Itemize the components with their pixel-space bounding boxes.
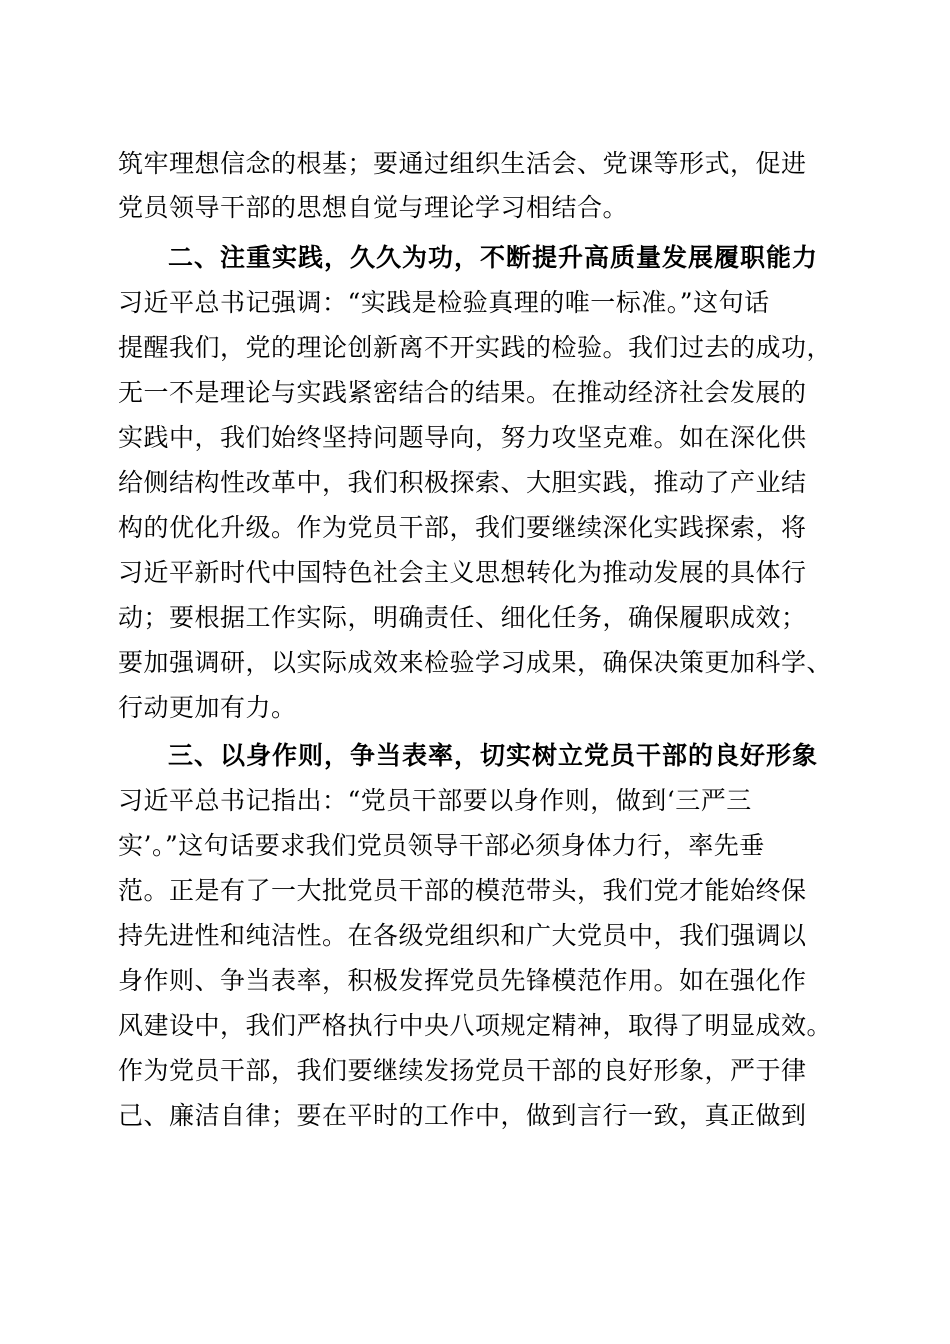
section2-heading: 二、注重实践，久久为功，不断提升高质量发展履职能力 — [168, 243, 819, 272]
section2-line-6: 构的优化升级。作为党员干部，我们要继续深化实践探索，将 — [118, 513, 807, 542]
section2-line-8: 动；要根据工作实际，明确责任、细化任务，确保履职成效； — [118, 603, 807, 632]
section2-line-1: 习近平总书记强调：“实践是检验真理的唯一标准。”这句话 — [118, 288, 770, 317]
section3-line-1: 习近平总书记指出：“党员干部要以身作则，做到‘三严三 — [118, 786, 752, 815]
section3-line-6: 风建设中，我们严格执行中央八项规定精神，取得了明显成效。 — [118, 1011, 833, 1040]
intro-line-1: 筑牢理想信念的根基；要通过组织生活会、党课等形式，促进 — [118, 149, 807, 178]
section2-line-5: 给侧结构性改革中，我们积极探索、大胆实践，推动了产业结 — [118, 468, 807, 497]
section2-line-3: 无一不是理论与实践紧密结合的结果。在推动经济社会发展的 — [118, 378, 807, 407]
section3-line-5: 身作则、争当表率，积极发挥党员先锋模范作用。如在强化作 — [118, 966, 807, 995]
intro-line-2: 党员领导干部的思想自觉与理论学习相结合。 — [118, 193, 629, 222]
section2-line-2: 提醒我们，党的理论创新离不开实践的检验。我们过去的成功， — [118, 333, 833, 362]
section3-line-2: 实’。”这句话要求我们党员领导干部必须身体力行，率先垂 — [118, 831, 765, 860]
section2-line-4: 实践中，我们始终坚持问题导向，努力攻坚克难。如在深化供 — [118, 423, 807, 452]
section3-line-7: 作为党员干部，我们要继续发扬党员干部的良好形象，严于律 — [118, 1056, 807, 1085]
section3-line-8: 己、廉洁自律；要在平时的工作中，做到言行一致，真正做到 — [118, 1101, 807, 1130]
section3-heading: 三、以身作则，争当表率，切实树立党员干部的良好形象 — [168, 741, 819, 770]
section2-line-10: 行动更加有力。 — [118, 693, 297, 722]
section3-line-4: 持先进性和纯洁性。在各级党组织和广大党员中，我们强调以 — [118, 921, 807, 950]
section3-line-3: 范。正是有了一大批党员干部的模范带头，我们党才能始终保 — [118, 876, 807, 905]
section2-line-7: 习近平新时代中国特色社会主义思想转化为推动发展的具体行 — [118, 558, 807, 587]
section2-line-9: 要加强调研，以实际成效来检验学习成果，确保决策更加科学、 — [118, 648, 833, 677]
